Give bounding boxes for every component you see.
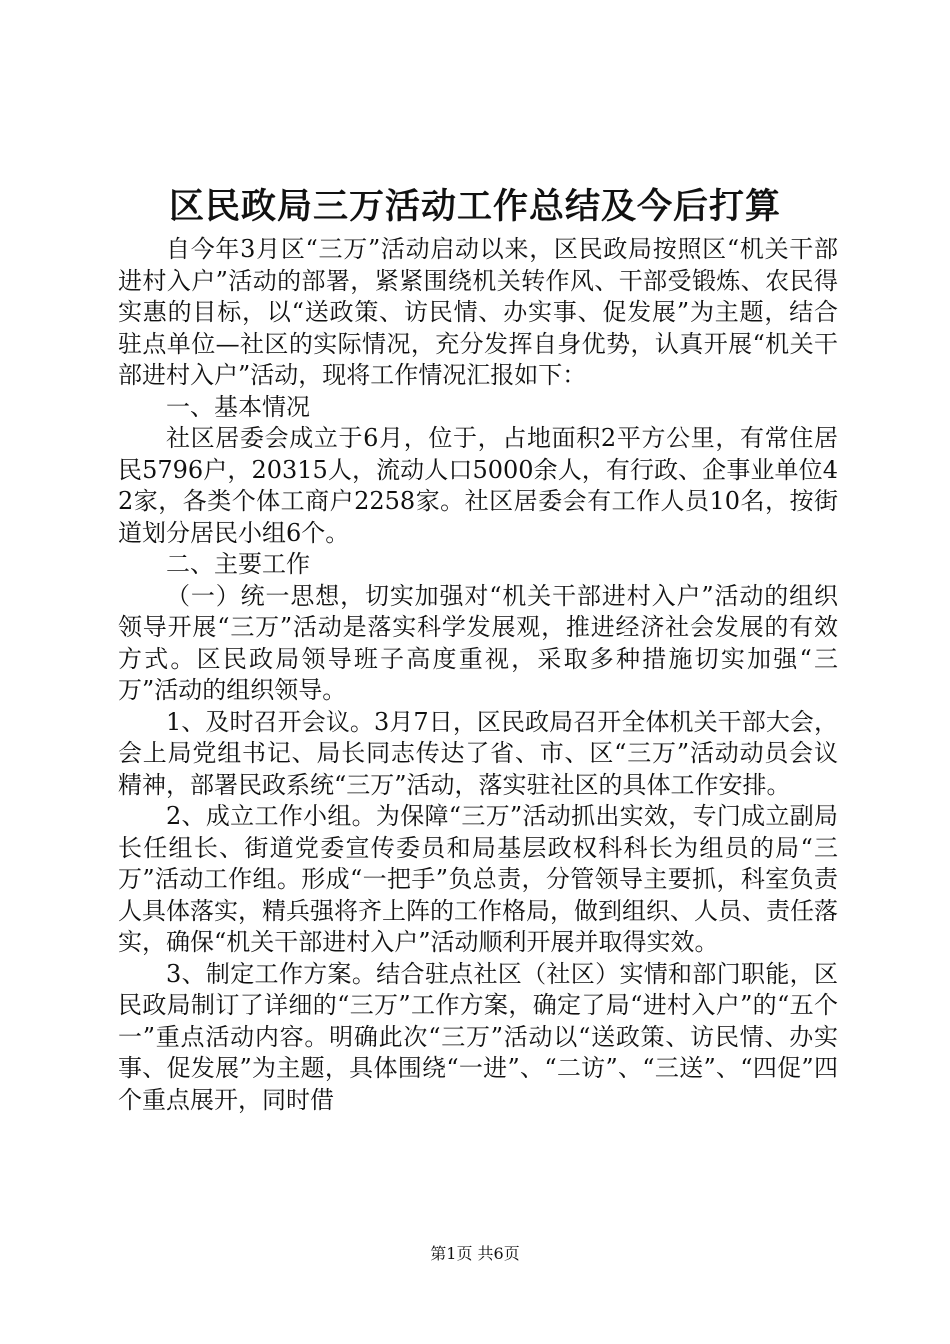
section-heading-basic-situation: 一、基本情况: [166, 392, 310, 421]
page-number-footer: 第1页 共6页: [430, 1244, 520, 1263]
section-heading-main-work: 二、主要工作: [166, 550, 310, 578]
document-body: [118, 234, 838, 1116]
paragraph-unify-thinking: （一）统一思想，切实加强对“机关干部进村入户”活动的组织领导开展“三万”活动是落实科学发展观，推进经济社会发展的有效方式。区民政局领导班子高度重视，采取多种措施切实加强“三万”活动的组织领导。: [118, 581, 838, 704]
paragraph-working-group: 2、成立工作小组。为保障“三万”活动抓出实效，专门成立副局长任组长、街道党委宣传委员和局基层政权科科长为组员的局“三万”活动工作组。形成“一把手”负总责，分管领导主要抓，科室负责人具体落实，精兵强将齐上阵的工作格局，做到组织、人员、责任落实，确保“机关干部进村入户”活动顺利开展并取得实效。: [118, 802, 838, 956]
document-title: 区民政局三万活动工作总结及今后打算: [168, 186, 781, 227]
paragraph-basic-situation: 社区居委会成立于6月，位于，占地面积2平方公里，有常住居民5796户，20315人，流动人口5000余人，有行政、企事业单位42家，各类个体工商户2258家。社区居委会有工作人员10名，按街道划分居民小组6个。: [118, 424, 838, 547]
paragraph-work-plan: 3、制定工作方案。结合驻点社区（社区）实情和部门职能，区民政局制订了详细的“三万”工作方案，确定了局“进村入户”的“五个一”重点活动内容。明确此次“三万”活动以“送政策、访民情、办实事、促发展”为主题，具体围绕“一进”、“二访”、“三送”、“四促”四个重点展开，同时借: [118, 959, 838, 1114]
paragraph-hold-meeting: 1、及时召开会议。3月7日，区民政局召开全体机关干部大会，会上局党组书记、局长同志传达了省、市、区“三万”活动动员会议精神，部署民政系统“三万”活动，落实驻社区的具体工作安排。: [118, 707, 838, 799]
paragraph-intro: 自今年3月区“三万”活动启动以来，区民政局按照区“机关干部进村入户”活动的部署，紧紧围绕机关转作风、干部受锻炼、农民得实惠的目标，以“送政策、访民情、办实事、促发展”为主题，结合驻点单位—社区的实际情况，充分发挥自身优势，认真开展“机关干部进村入户”活动，现将工作情况汇报如下：: [118, 235, 838, 389]
